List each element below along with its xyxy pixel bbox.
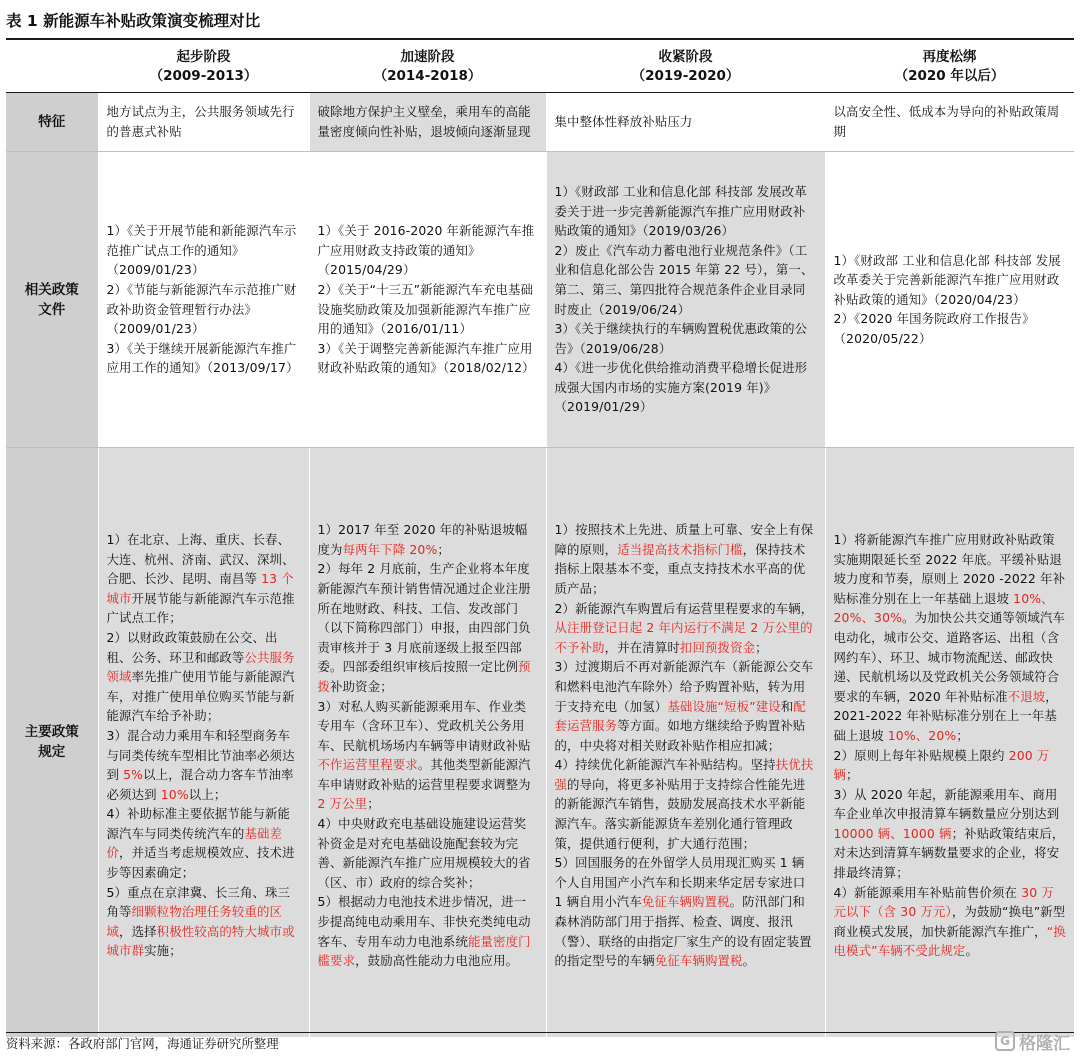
highlight-text: 适当提高技术指标门槛 — [617, 541, 743, 557]
rules-cell — [98, 448, 309, 1038]
highlight-text: 30 万元以下（含 30 万元） — [833, 884, 1054, 920]
highlight-text: 不退坡 — [1007, 688, 1046, 704]
policy-rule-item: 3）过渡期后不再对新能源汽车（新能源公交车和燃料电池汽车除外）给予购置补贴，转为用于支持充电（加氢）基础设施“短板”建设和配套运营服务等方面。如地方继续给予购置补贴的，中央将对相关财政补贴作相应扣减； — [554, 659, 814, 753]
watermark — [995, 1026, 1070, 1056]
highlight-text: 2 万公里 — [317, 796, 368, 812]
policy-rule-item: 4）持续优化新能源汽车补贴结构。坚持扶优扶强的导向，将更多补贴用于支持综合性能先进的新能源汽车销售，鼓励发展高技术水平新能源汽车。落实新能源货车差别化通行管理政策，提供通行便利，扩大通行范围； — [554, 757, 814, 851]
docs-cell — [98, 152, 309, 448]
policy-document-item: 2）废止《汽车动力蓄电池行业规范条件》（工业和信息化部公告 2015 年第 22 号），第一、第二、第三、第四批符合规范条件企业目录同时废止（2019/06/24） — [554, 242, 814, 317]
rules-cell — [825, 448, 1074, 1038]
highlight-text: 能量密度门槛要求 — [317, 933, 531, 969]
docs-cell — [825, 152, 1074, 448]
policy-document-item: 1）《关于 2016-2020 年新能源汽车推广应用财政支持政策的通知》（2015/04/29） — [317, 223, 535, 278]
policy-rule-item: 2）原则上每年补贴规模上限约 200 万辆； — [833, 747, 1050, 783]
docs-cell — [546, 152, 825, 448]
stage-header: 收紧阶段 （2019-2020） — [546, 42, 825, 93]
policy-document-item: 4）《进一步优化供给推动消费平稳增长促进形成强大国内市场的实施方案(2019 年)》（2019/01/29） — [554, 360, 808, 415]
policy-document-item: 2）《节能与新能源汽车示范推广财政补助资金管理暂行办法》（2009/01/23） — [106, 281, 297, 337]
policy-rule-item: 5）回国服务的在外留学人员用现汇购买 1 辆个人自用国产小汽车和长期来华定居专家进口 1 辆自用小汽车免征车辆购置税。防汛部门和森林消防部门用于指挥、检查、调度、报汛（警）、联络的由指定厂家生产的设有固定装置的指定型号的车辆免征车辆购置税。 — [554, 855, 812, 969]
policy-document-item: 3）《关于继续开展新能源汽车推广应用工作的通知》（2013/09/17） — [106, 340, 299, 376]
highlight-text: 10%、20% — [887, 727, 957, 743]
source-note: 资料来源：各政府部门官网，海通证券研究所整理 — [6, 1032, 1074, 1059]
policy-rule-item: 3）混合动力乘用车和轻型商务车与同类传统车型相比节油率必须达到 5%以上，混合动力客车节油率必须达到 10%以上； — [106, 727, 295, 802]
policy-rule-item: 1）按照技术上先进、质量上可靠、安全上有保障的原则，适当提高技术指标门槛，保持技术指标上限基本不变，重点支持技术水平高的优质产品； — [554, 522, 814, 596]
highlight-text: 扶优扶强 — [554, 757, 814, 792]
policy-rule-item: 1）2017 年至 2020 年的补贴退坡幅度为每两年下降 20%； — [317, 522, 528, 557]
highlight-text: 细颗粒物治理任务较重的区域 — [106, 904, 283, 939]
highlight-text: 扣回预拨资金 — [679, 639, 756, 655]
policy-rule-item: 2）每年 2 月底前，生产企业将本年度新能源汽车预计销售情况通过企业注册所在地财政、科技、工信、发改部门（以下简称四部门）申报，由四部门负责审核并于 3 月底前逐级上报至四部委。四部委组织审核后按照一定比例预拨补助资金； — [317, 561, 531, 694]
stage-header-row — [6, 42, 1074, 93]
docs-row — [6, 152, 1074, 448]
policy-rule-item: 3）对私人购买新能源乘用车、作业类专用车（含环卫车）、党政机关公务用车、民航机场场内车辆等申请财政补贴不作运营里程要求。其他类型新能源汽车申请财政补贴的运营里程要求调整为2 万公里； — [317, 698, 531, 812]
highlight-text: 10%、20%、30% — [833, 590, 1054, 626]
highlight-text: 从注册登记日起 2 年内运行不满足 2 万公里的不予补助 — [554, 620, 813, 655]
caption-rule — [6, 38, 1074, 40]
stage-header: 起步阶段 （2009-2013） — [98, 42, 309, 93]
highlight-text: 每两年下降 20% — [342, 541, 438, 557]
highlight-text: 200 万辆 — [833, 747, 1050, 783]
table-caption — [6, 6, 1074, 40]
policy-document-item: 1）《关于开展节能和新能源汽车示范推广试点工作的通知》（2009/01/23） — [106, 223, 297, 278]
highlight-text: 基础差价 — [106, 825, 283, 861]
policy-rule-item: 5）根据动力电池技术进步情况，进一步提高纯电动乘用车、非快充类纯电动客车、专用车动力电池系统能量密度门槛要求，鼓励高性能动力电池应用。 — [317, 894, 531, 969]
highlight-text: “换电模式”车辆不受此规定 — [833, 923, 1066, 959]
policy-rule-item: 3）从 2020 年起，新能源乘用车、商用车企业单次申报清算车辆数量应分别达到 10000 辆、1000 辆；补贴政策结束后，对未达到清算车辆数量要求的企业，将安排最终清算； — [833, 786, 1065, 881]
row-label-feature: 特征 — [6, 93, 98, 152]
rules-cell — [546, 448, 825, 1038]
row-label-rules: 主要政策 规定 — [6, 448, 98, 1038]
feature-cell: 集中整体性释放补贴压力 — [546, 93, 825, 152]
highlight-text: 预拨 — [317, 659, 531, 694]
highlight-text: 积极性较高的特大城市或城市群 — [106, 923, 295, 959]
table-title: 表 1 新能源车补贴政策演变梳理对比 — [6, 12, 261, 30]
rules-cell — [309, 448, 546, 1038]
highlight-text: 10000 辆、1000 辆 — [833, 825, 952, 841]
corner-cell — [6, 42, 98, 93]
docs-cell — [309, 152, 546, 448]
highlight-text: 10% — [160, 786, 189, 802]
policy-rule-item: 1）在北京、上海、重庆、长春、大连、杭州、济南、武汉、深圳、合肥、长沙、昆明、南昌等 13 个城市开展节能与新能源汽车示范推广试点工作； — [106, 531, 295, 626]
highlight-text: 公共服务领域 — [106, 649, 295, 685]
policy-document-item: 1）《财政部 工业和信息化部 科技部 发展改革委关于完善新能源汽车推广应用财政补贴政策的通知》（2020/04/23） — [833, 252, 1061, 307]
policy-comparison-table — [6, 42, 1074, 1038]
stage-header: 加速阶段 （2014-2018） — [309, 42, 546, 93]
policy-document-item: 2）《2020 年国务院政府工作报告》（2020/05/22） — [833, 311, 1035, 346]
policy-rule-item: 4）补助标准主要依据节能与新能源汽车与同类传统汽车的基础差价，并适当考虑规模效应、技术进步等因素确定； — [106, 806, 295, 881]
highlight-text: 5% — [123, 767, 144, 783]
policy-rule-item: 5）重点在京津冀、长三角、珠三角等细颗粒物治理任务较重的区域，选择积极性较高的特大城市或城市群实施； — [106, 884, 295, 959]
highlight-text: 不作运营里程要求 — [317, 757, 418, 773]
highlight-text: 配套运营服务 — [554, 698, 806, 734]
feature-row — [6, 93, 1074, 152]
policy-document-item: 1）《财政部 工业和信息化部 科技部 发展改革委关于进一步完善新能源汽车推广应用财政补贴政策的通知》（2019/03/26） — [554, 183, 807, 239]
policy-rule-item: 2）新能源汽车购置后有运营里程要求的车辆，从注册登记日起 2 年内运行不满足 2 万公里的不予补助，并在清算时扣回预拨资金； — [554, 600, 814, 655]
policy-document-item: 3）《关于继续执行的车辆购置税优惠政策的公告》（2019/06/28） — [554, 321, 808, 356]
rules-row — [6, 448, 1074, 1038]
stage-header: 再度松绑 （2020 年以后） — [825, 42, 1074, 93]
policy-rule-item: 4）中央财政充电基础设施建设运营奖补资金是对充电基础设施配套较为完善、新能源汽车推广应用规模较大的省（区、市）政府的综合奖补； — [317, 816, 531, 890]
feature-cell: 以高安全性、低成本为导向的补贴政策周期 — [825, 93, 1074, 152]
row-label-docs: 相关政策 文件 — [6, 152, 98, 448]
watermark-logo-icon: G — [995, 1031, 1015, 1051]
highlight-text: 免征车辆购置税 — [641, 894, 730, 910]
watermark-text: 格隆汇 — [1019, 1033, 1070, 1054]
feature-cell: 地方试点为主，公共服务领域先行的普惠式补贴 — [98, 93, 309, 152]
policy-document-item: 2）《关于“十三五”新能源汽车充电基础设施奖励政策及加强新能源汽车推广应用的通知》（2016/01/11） — [317, 281, 534, 337]
highlight-text: 13 个城市 — [106, 571, 294, 606]
highlight-text: 基础设施“短板”建设 — [667, 698, 781, 714]
highlight-text: 免征车辆购置税 — [654, 953, 743, 969]
policy-rule-item: 1）将新能源汽车推广应用财政补贴政策实施期限延长至 2022 年底。平缓补贴退坡力度和节奏，原则上 2020 -2022 年补贴标准分别在上一年基础上退坡 10%、20%、30%。为加快公共交通等领域汽车电动化，城市公交、道路客运、出租（含网约车）、环卫、城市物流配送、邮政快递、民航机场以及党政机关公务领域符合要求的车辆，2020 年补贴标准不退坡，2021-2022 年补贴标准分别在上一年基础上退坡 10%、20%； — [833, 531, 1066, 743]
policy-document-item: 3）《关于调整完善新能源汽车推广应用财政补贴政策的通知》（2018/02/12） — [317, 340, 535, 376]
policy-rule-item: 4）新能源乘用车补贴前售价须在 30 万元以下（含 30 万元），为鼓励“换电”新型商业模式发展，加快新能源汽车推广，“换电模式”车辆不受此规定。 — [833, 884, 1066, 959]
policy-rule-item: 2）以财政政策鼓励在公交、出租、公务、环卫和邮政等公共服务领域率先推广使用节能与新能源汽车，对推广使用单位购买节能与新能源汽车给予补助； — [106, 629, 295, 724]
feature-cell: 破除地方保护主义壁垒，乘用车的高能量密度倾向性补贴，退坡倾向逐渐显现 — [309, 93, 546, 152]
